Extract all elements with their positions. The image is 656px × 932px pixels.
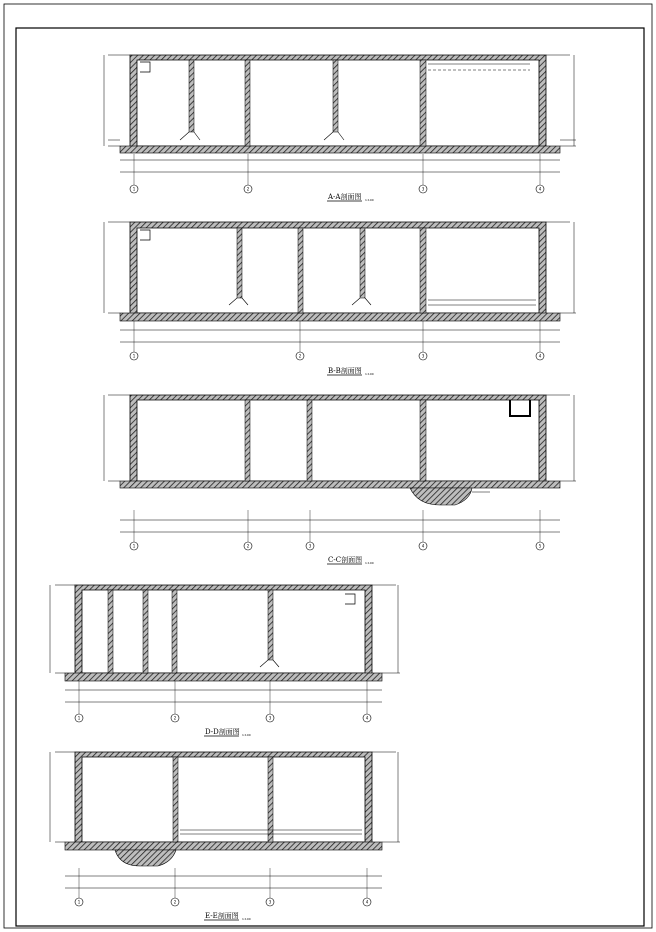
svg-text:1: 1: [132, 353, 136, 359]
section-b-b: [104, 222, 576, 376]
axis-bubble: [536, 352, 544, 360]
partition-wall: [172, 590, 177, 673]
axis-bubble: [75, 714, 83, 722]
svg-text:4: 4: [538, 186, 542, 192]
partition-wall: [245, 60, 250, 146]
baffle-wall: [189, 60, 194, 132]
section-scale: 1:100: [365, 372, 374, 376]
section-title: D-D剖面图: [205, 728, 240, 736]
section-e-e: [50, 752, 400, 921]
partition-wall: [420, 228, 426, 313]
section-scale: 1:100: [242, 917, 251, 921]
inlet-pipe: [345, 594, 355, 604]
axis-bubble: [171, 898, 179, 906]
svg-text:3: 3: [268, 715, 272, 721]
section-a-a: [104, 55, 576, 202]
svg-text:1: 1: [77, 899, 81, 905]
svg-text:2: 2: [246, 186, 250, 192]
inlet-pipe: [140, 62, 150, 72]
partition-wall: [420, 60, 426, 146]
axis-bubble: [130, 185, 138, 193]
axis-bubble: [130, 352, 138, 360]
baffle-wall: [360, 228, 365, 298]
section-d-d: [50, 585, 400, 737]
svg-text:2: 2: [298, 353, 302, 359]
axis-bubble: [75, 898, 83, 906]
axis-bubble: [306, 542, 314, 550]
tank-outline: [130, 222, 546, 320]
axis-bubble: [419, 352, 427, 360]
axis-bubble: [266, 714, 274, 722]
svg-text:1: 1: [132, 543, 136, 549]
base-slab: [65, 673, 382, 681]
section-title: E-E剖面图: [205, 912, 239, 920]
sump-pit: [115, 850, 176, 866]
svg-text:2: 2: [246, 543, 250, 549]
section-c-c: [104, 395, 576, 565]
base-slab: [120, 481, 560, 488]
partition-wall: [307, 400, 312, 481]
outlet-box: [510, 400, 530, 416]
baffle-wall: [268, 590, 273, 660]
svg-text:2: 2: [173, 899, 177, 905]
section-scale: 1:100: [242, 733, 251, 737]
axis-bubble: [363, 714, 371, 722]
section-title: B-B剖面图: [328, 367, 362, 375]
svg-text:2: 2: [173, 715, 177, 721]
svg-text:4: 4: [421, 543, 425, 549]
axis-bubble: [244, 185, 252, 193]
svg-text:3: 3: [421, 353, 425, 359]
svg-text:3: 3: [421, 186, 425, 192]
section-scale: 1:100: [365, 198, 374, 202]
inlet-pipe: [140, 230, 150, 240]
axis-bubble: [296, 352, 304, 360]
sheet-border-inner: [16, 28, 644, 926]
base-slab: [65, 842, 382, 850]
axis-bubble: [244, 542, 252, 550]
sump-pit: [410, 488, 472, 505]
axis-bubble: [419, 542, 427, 550]
sheet-border-outer: [4, 4, 652, 928]
axis-bubble: [419, 185, 427, 193]
svg-text:4: 4: [538, 353, 542, 359]
svg-text:3: 3: [268, 899, 272, 905]
partition-wall: [245, 400, 250, 481]
tank-outline: [130, 395, 546, 487]
svg-text:3: 3: [308, 543, 312, 549]
tank-outline: [75, 585, 372, 679]
base-slab: [120, 313, 560, 321]
svg-text:4: 4: [365, 715, 369, 721]
svg-text:1: 1: [132, 186, 136, 192]
section-title: A-A剖面图: [328, 193, 362, 201]
axis-bubble: [536, 542, 544, 550]
axis-bubble: [266, 898, 274, 906]
partition-wall: [268, 757, 273, 842]
baffle-wall: [333, 60, 338, 132]
partition-wall: [108, 590, 113, 673]
axis-bubble: [363, 898, 371, 906]
partition-wall: [143, 590, 148, 673]
section-title: C-C剖面图: [328, 556, 363, 564]
tank-outline: [75, 752, 372, 848]
baffle-wall: [237, 228, 242, 298]
section-scale: 1:100: [365, 561, 374, 565]
svg-text:5: 5: [538, 543, 542, 549]
axis-bubble: [130, 542, 138, 550]
partition-wall: [173, 757, 178, 842]
svg-text:4: 4: [365, 899, 369, 905]
base-slab: [120, 146, 560, 153]
partition-wall: [298, 228, 303, 313]
svg-text:1: 1: [77, 715, 81, 721]
axis-bubble: [171, 714, 179, 722]
axis-bubble: [536, 185, 544, 193]
partition-wall: [420, 400, 426, 481]
